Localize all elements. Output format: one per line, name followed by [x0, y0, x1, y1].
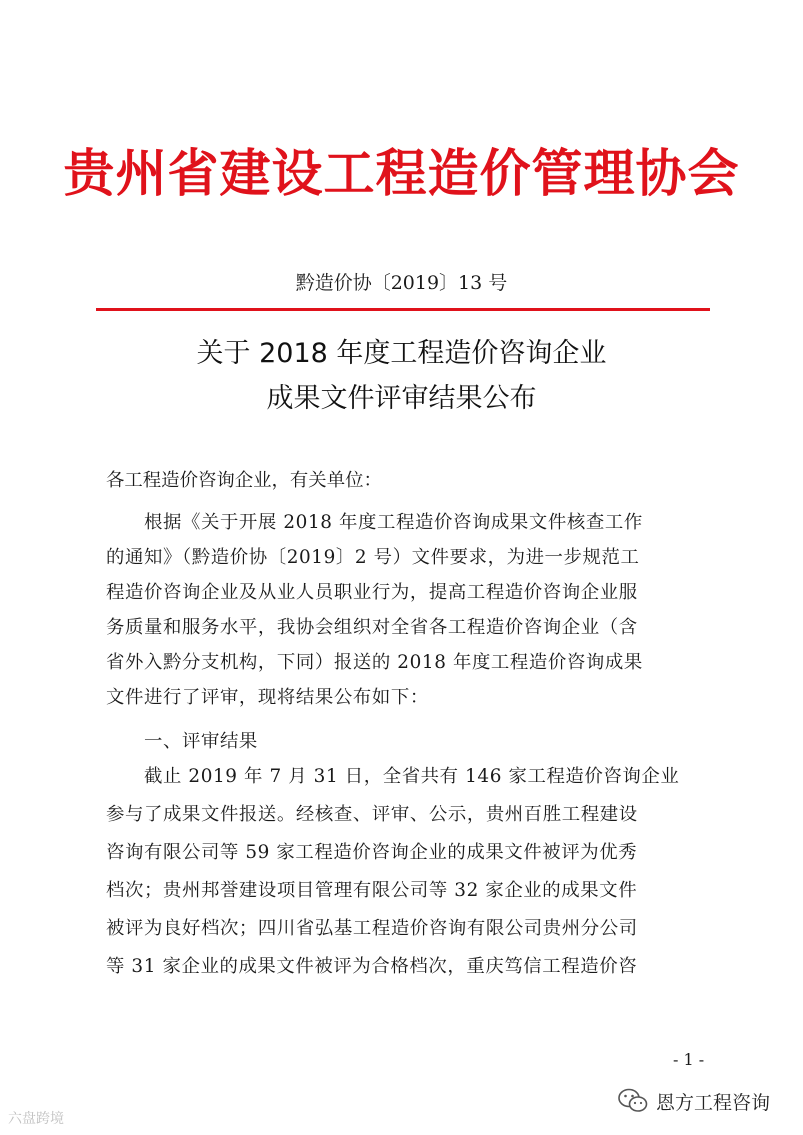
document-number: 黔造价协〔2019〕13 号: [295, 272, 508, 294]
paragraph-1-line: 省外入黔分支机构，下同）报送的 2018 年度工程造价咨询成果: [106, 652, 643, 673]
paragraph-2-line: 被评为良好档次；四川省弘基工程造价咨询有限公司贵州分公司: [106, 918, 638, 939]
account-name: 恩方工程咨询: [656, 1091, 771, 1114]
salutation: 各工程造价咨询企业，有关单位：: [106, 470, 382, 491]
paragraph-2-line: 档次；贵州邦誉建设项目管理有限公司等 32 家企业的成果文件: [106, 880, 638, 901]
account-watermark: [618, 1086, 770, 1116]
document-title-line-1: 关于 2018 年度工程造价咨询企业: [196, 338, 607, 369]
paragraph-2-line: 等 31 家企业的成果文件被评为合格档次，重庆笃信工程造价咨: [106, 956, 638, 977]
paragraph-2-line: 截止 2019 年 7 月 31 日，全省共有 146 家工程造价咨询企业: [106, 766, 680, 787]
paragraph-2-line: 参与了成果文件报送。经核查、评审、公示，贵州百胜工程建设: [106, 804, 638, 825]
page-number: - 1 -: [673, 1050, 705, 1069]
issuing-organization-header: 贵州省建设工程造价管理协会: [63, 144, 740, 204]
red-divider: [96, 308, 710, 311]
paragraph-1-line: 程造价咨询企业及从业人员职业行为，提高工程造价咨询企业服: [106, 582, 638, 603]
section-heading: 一、评审结果: [106, 731, 258, 752]
paragraph-1-line: 根据《关于开展 2018 年度工程造价咨询成果文件核查工作: [106, 512, 643, 533]
watermark-left: 六盘跨境: [8, 1111, 64, 1127]
paragraph-1-line: 文件进行了评审，现将结果公布如下：: [106, 687, 429, 708]
wechat-icon: [618, 1088, 648, 1114]
document-title-line-2: 成果文件评审结果公布: [266, 383, 537, 414]
paragraph-2-line: 咨询有限公司等 59 家工程造价咨询企业的成果文件被评为优秀: [106, 842, 638, 863]
paragraph-1-line: 的通知》（黔造价协〔2019〕2 号）文件要求，为进一步规范工: [106, 547, 640, 568]
paragraph-1-line: 务质量和服务水平，我协会组织对全省各工程造价咨询企业（含: [106, 617, 638, 638]
